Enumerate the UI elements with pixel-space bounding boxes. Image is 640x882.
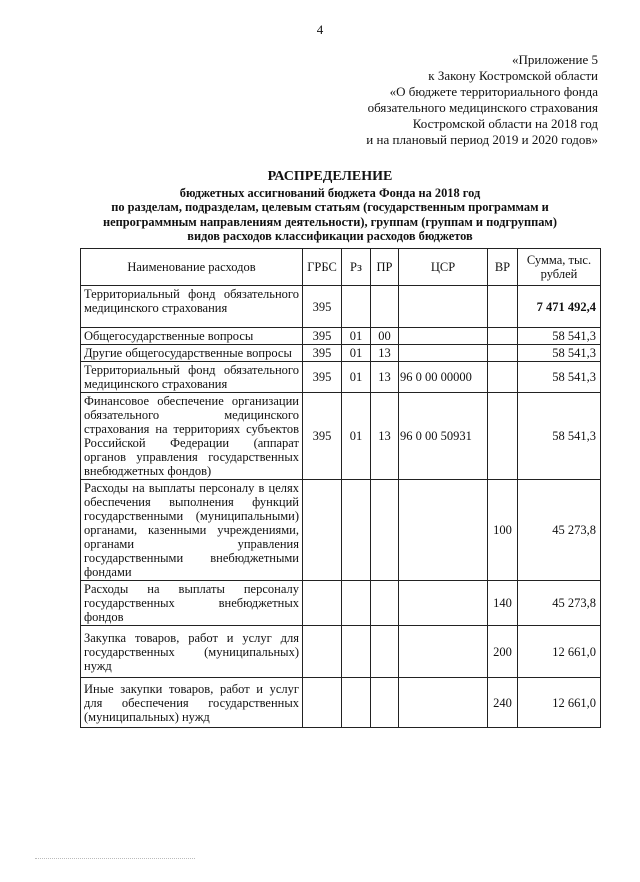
- cell-name: Расходы на выплаты персоналу в целях обеспечения выполнения функций государственными (муниципальными) органами, казенными учреждениями, органами управления государственными внебюджетными фондами: [81, 480, 303, 581]
- cell-rz: [342, 678, 371, 728]
- header-name: Наименование расходов: [81, 249, 303, 286]
- cell-rz: 01: [342, 362, 371, 393]
- cell-csr: [399, 345, 488, 362]
- cell-name: Общегосударственные вопросы: [81, 328, 303, 345]
- cell-name: Территориальный фонд обязательного медицинского страхования: [81, 362, 303, 393]
- document-heading: [60, 170, 600, 244]
- appendix-line: и на плановый период 2019 и 2020 годов»: [366, 132, 598, 147]
- cell-name: Закупка товаров, работ и услуг для государственных (муниципальных) нужд: [81, 626, 303, 678]
- cell-csr: [399, 678, 488, 728]
- page-number: 4: [316, 22, 324, 37]
- header-csr: ЦСР: [399, 249, 488, 286]
- cell-vr: [488, 393, 518, 480]
- cell-csr: 96 0 00 00000: [399, 362, 488, 393]
- cell-sum: 45 273,8: [518, 480, 601, 581]
- cell-pr: 13: [371, 393, 399, 480]
- appendix-line: обязательного медицинского страхования: [367, 100, 598, 115]
- page-edge-mark: [35, 858, 195, 859]
- heading-title: РАСПРЕДЕЛЕНИЕ: [267, 169, 393, 184]
- table-row: [81, 581, 601, 626]
- cell-sum: 12 661,0: [518, 678, 601, 728]
- appendix-note: [258, 52, 598, 148]
- cell-csr: [399, 581, 488, 626]
- cell-grbs: [303, 626, 342, 678]
- table-row: [81, 393, 601, 480]
- cell-rz: [342, 286, 371, 328]
- cell-sum: 58 541,3: [518, 328, 601, 345]
- cell-pr: [371, 581, 399, 626]
- header-vr: ВР: [488, 249, 518, 286]
- cell-vr: 200: [488, 626, 518, 678]
- cell-csr: [399, 626, 488, 678]
- cell-csr: [399, 286, 488, 328]
- cell-grbs: [303, 581, 342, 626]
- cell-pr: [371, 480, 399, 581]
- cell-pr: 13: [371, 362, 399, 393]
- cell-rz: 01: [342, 345, 371, 362]
- cell-pr: [371, 286, 399, 328]
- cell-sum: 12 661,0: [518, 626, 601, 678]
- heading-line: непрограммным направлениям деятельности), группам (группам и подгруппам): [103, 214, 557, 229]
- cell-grbs: 395: [303, 286, 342, 328]
- budget-table: [80, 248, 601, 728]
- cell-vr: 100: [488, 480, 518, 581]
- cell-grbs: 395: [303, 393, 342, 480]
- cell-sum: 7 471 492,4: [518, 286, 601, 328]
- cell-csr: [399, 480, 488, 581]
- heading-line: видов расходов классификации расходов бюджетов: [187, 229, 473, 243]
- cell-pr: [371, 626, 399, 678]
- cell-pr: 00: [371, 328, 399, 345]
- cell-pr: [371, 678, 399, 728]
- cell-sum: 45 273,8: [518, 581, 601, 626]
- table-row: [81, 626, 601, 678]
- appendix-line: Костромской области на 2018 год: [412, 116, 598, 131]
- cell-vr: [488, 328, 518, 345]
- cell-rz: [342, 581, 371, 626]
- table-row: [81, 362, 601, 393]
- cell-rz: 01: [342, 328, 371, 345]
- cell-vr: 240: [488, 678, 518, 728]
- cell-name: Другие общегосударственные вопросы: [81, 345, 303, 362]
- cell-rz: 01: [342, 393, 371, 480]
- cell-csr: [399, 328, 488, 345]
- cell-rz: [342, 626, 371, 678]
- cell-vr: 140: [488, 581, 518, 626]
- cell-grbs: 395: [303, 328, 342, 345]
- appendix-line: к Закону Костромской области: [428, 68, 598, 83]
- cell-sum: 58 541,3: [518, 345, 601, 362]
- cell-grbs: [303, 480, 342, 581]
- cell-rz: [342, 480, 371, 581]
- header-sum: Сумма, тыс. рублей: [518, 249, 601, 286]
- table-header-row: [81, 249, 601, 286]
- cell-csr: 96 0 00 50931: [399, 393, 488, 480]
- table-row: [81, 328, 601, 345]
- header-pr: ПР: [371, 249, 399, 286]
- appendix-line: «О бюджете территориального фонда: [389, 84, 598, 99]
- header-grbs: ГРБС: [303, 249, 342, 286]
- cell-sum: 58 541,3: [518, 393, 601, 480]
- header-rz: Рз: [342, 249, 371, 286]
- cell-name: Финансовое обеспечение организации обязательного медицинского страхования на территориях субъектов Российской Федерации (аппарат органов управления государственных внебюджетных фондов): [81, 393, 303, 480]
- cell-grbs: [303, 678, 342, 728]
- appendix-line: «Приложение 5: [511, 52, 598, 67]
- cell-name: Иные закупки товаров, работ и услуг для обеспечения государственных (муниципальных) нужд: [81, 678, 303, 728]
- table-row: [81, 345, 601, 362]
- heading-line: бюджетных ассигнований бюджета Фонда на 2018 год: [179, 185, 481, 200]
- table-row: [81, 480, 601, 581]
- cell-grbs: 395: [303, 345, 342, 362]
- cell-vr: [488, 345, 518, 362]
- cell-sum: 58 541,3: [518, 362, 601, 393]
- cell-vr: [488, 362, 518, 393]
- cell-vr: [488, 286, 518, 328]
- table-row: [81, 286, 601, 328]
- cell-pr: 13: [371, 345, 399, 362]
- cell-name: Расходы на выплаты персоналу государственных внебюджетных фондов: [81, 581, 303, 626]
- cell-name: Территориальный фонд обязательного медицинского страхования: [81, 286, 303, 328]
- table-row: [81, 678, 601, 728]
- heading-line: по разделам, подразделам, целевым статьям (государственным программам и: [111, 200, 549, 214]
- cell-grbs: 395: [303, 362, 342, 393]
